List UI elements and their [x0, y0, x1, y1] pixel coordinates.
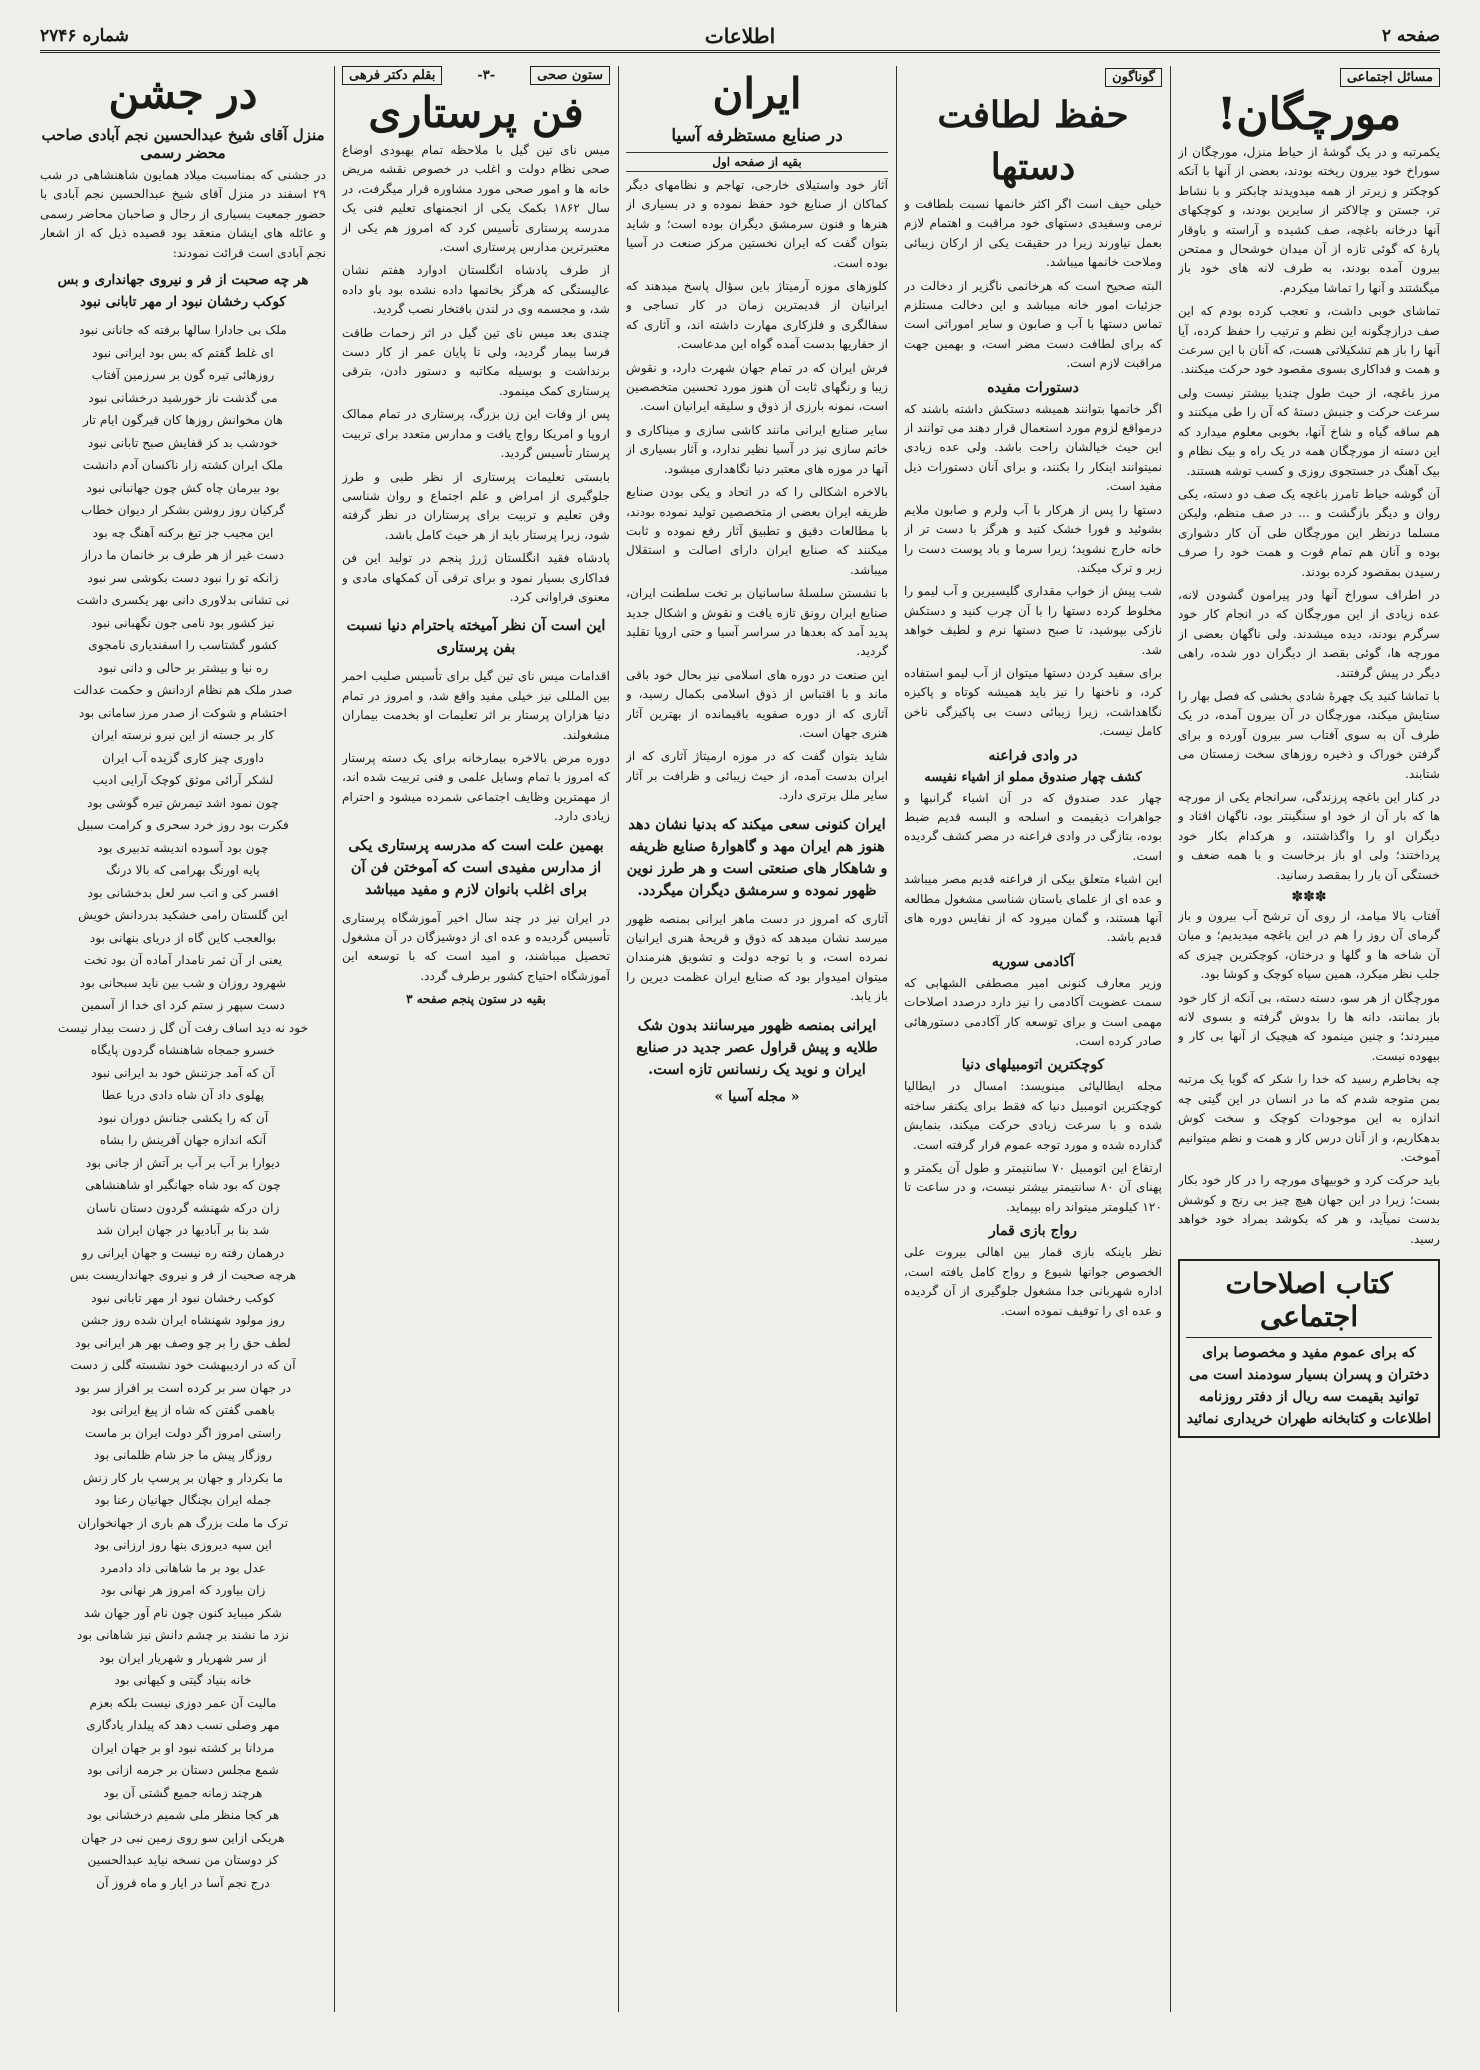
paragraph: چون نمود اشد تیمرش تیره گوشی بود	[87, 795, 279, 810]
highlight-note: بهمین علت است که مدرسه پرستاری یکی از مدارس مفیدی است که آموختن فن آن برای اغلب بانوان لازم و مفید میباشد	[348, 836, 604, 898]
page-label: صفحه ۲	[1381, 26, 1440, 46]
paragraph: راستی امروز اگر دولت ایران بر ماست	[84, 1425, 282, 1440]
article-subtitle: منزل آقای شیخ عبدالحسین نجم آبادی صاحب محضر رسمی	[41, 126, 325, 162]
paragraph: در جهان سر بر کرده است بر افراز سر بود	[74, 1380, 292, 1395]
paragraph: این سپه دیروزی بنها روز ارزانی بود	[94, 1538, 272, 1553]
paragraph: پهلوی داد آن شاه دادی دریا عطا	[101, 1088, 265, 1103]
paragraph: مرز باغچه، از حیث طول چندیا بیشتر نیست ولی سرعت حرکت و جنبش دستهٔ که آن را طی میکنند و هم ساقه گیاه و شاخ آنها، بخوبی معلوم میدارد که این دسته از مورچگان همه در یک راه و بیک نظام و بیک آهنگ در جستجوی روزی و کسب توشه هستند.	[1178, 385, 1440, 478]
column-celebration	[40, 66, 326, 2012]
paragraph: بوالعجب کاین گاه از دریای بنهانی بود	[89, 930, 277, 945]
section-tag: گوناگون	[1105, 68, 1162, 87]
author-byline: بقلم دکتر فرهی	[342, 66, 442, 85]
paragraph: مالیت آن عمر دوزی نیست بلکه بعزم	[89, 1695, 277, 1710]
paragraph: کوکب رخشان نبود ار مهر تابانی نبود	[91, 1290, 275, 1305]
paragraph: بود بیرمان چاه کش چون جهانبانی نبود	[86, 480, 280, 495]
paragraph: شکر میباید کنون چون نام آور جهان شد	[84, 1605, 282, 1620]
paragraph: روز مولود شهنشاه ایران شده روز جشن	[81, 1313, 285, 1328]
paragraph: اگر خانمها بتوانند همیشه دستکش داشته باشند که درمواقع لزوم مورد استعمال قرار دهند می توانند از این حیث خیالشان راحت باشد. ولی عده زیادی نمیتوانند اینکار را بکنند، و برای آنان دستورات ذیل مفید است.	[904, 401, 1162, 494]
subheading: کوچکترین اتومبیلهای دنیا	[961, 1057, 1105, 1074]
column-hand-care	[904, 66, 1162, 2012]
ad-body: که برای عموم مفید و مخصوصا برای دختران و پسران بسیار سودمند است می توانید بقیمت سه ریال از دفتر روزنامه اطلاعات و کتابخانه طهران خریداری نمائید	[1186, 1344, 1432, 1427]
paragraph: آثاری که امروز در دست ماهر ایرانی بمنصه ظهور میرسد نشان میدهد که ذوق و قریحهٔ هنری ایرانیان نمرده است، و با توجه دولت و تشویق هنرمندان میتوان امیدوار بود که صنایع ایران عظمت دیرین را باز یابد.	[626, 911, 888, 1004]
article-body	[342, 667, 610, 826]
continued-note: بقیه از صفحه اول	[626, 152, 888, 172]
paragraph: جمله ایران بچنگال جهانیان رعنا بود	[94, 1493, 272, 1508]
paragraph: ای غلط گفتم که بس بود ایرانی نبود	[92, 345, 274, 360]
paragraph: دستها را پس از هرکار با آب ولرم و صابون ملایم بشوئید و فورا خشک کنید و هرگز با دست تر از خانه خارج نشوید؛ زیرا سرما و باد پوست دست را زبر و ترک میکند.	[904, 502, 1162, 575]
column-iran-arts	[626, 66, 888, 2012]
paragraph: شاید بتوان گفت که در موزه ارمیتاژ آثاری که از ایران بدست آمده، از حیث زیبائی و ظرافت بر آثار سایر ملل برتری دارد.	[626, 749, 888, 803]
column-rule	[1170, 66, 1171, 2012]
article-body	[626, 176, 888, 806]
paragraph: گرکیان روز روشن بشکر ار دیوان خطاب	[81, 503, 285, 518]
paragraph: فکرت بود روز خرد سحری و کرامت سبیل	[77, 818, 289, 833]
article-body	[904, 400, 1162, 742]
book-advertisement	[1178, 1259, 1440, 1438]
section-tag: مسائل اجتماعی	[1340, 68, 1440, 87]
poem-heading: هر چه صحبت از فر و نیروی جهانداری و بس کوکب رخشان نبود ار مهر تابانی نبود	[57, 272, 309, 311]
paragraph: ارتفاع این اتومبیل ۷۰ سانتیمتر و طول آن یکمتر و پهنای آن ۸۰ سانتیمتر بیشتر نیست، و در ساعت تا ۱۲۰ کیلومتر میتواند راه بپیماید.	[904, 1161, 1162, 1214]
newspaper-page	[40, 22, 1440, 2012]
masthead	[40, 22, 1440, 53]
paragraph: عدل بود بر ما شاهانی داد دادمرد	[99, 1560, 267, 1575]
paragraph: چهار عدد صندوق که در آن اشیاء گرانبها و جواهرات ذیقیمت و اسلحه و البسه قدیم ضبط بوده، بتازگی در وادی فراعنه در مصر کشف گردیده است.	[904, 790, 1162, 863]
paragraph: این گلستان رامی خشکید بدردانش خویش	[78, 908, 288, 923]
paragraph: پس از وفات این زن بزرگ، پرستاری در تمام ممالک اروپا و امریکا رواج یافت و مدارس متعدد برای تربیت پرستار تأسیس گردید.	[342, 407, 610, 461]
article-number: -۳-	[477, 68, 496, 83]
subheading: کشف چهار صندوق مملو از اشیاء نفیسه	[924, 769, 1142, 785]
poem-body	[40, 319, 326, 1894]
article-intro: در جشنی که بمناسبت میلاد همایون شاهنشاهی در شب ۲۹ اسفند در منزل آقای شیخ عبدالحسین نجم آبادی با حضور جمعیت بسیاری از رجال و صاحبان محاضر رسمی و عائله های ایشان منعقد بود قصیده ذیل که از اشعار نجم آبادی است قرائت نمودند:	[40, 168, 326, 260]
paragraph: احتشام و شوکت از صدر مرز سامانی بود	[79, 705, 287, 720]
paragraph: روزگار پیش ما جز شام ظلمانی بود	[93, 1448, 273, 1463]
paragraph: این مجیب جز تیغ برکنه آهنگ چه بود	[92, 525, 274, 540]
paragraph: هرچه صحبت از فر و نیروی جهانداریست بس	[69, 1268, 297, 1283]
paragraph: یعنی ار آن ثمر نامدار آماده آن بود تخت	[83, 953, 283, 968]
paragraph: این صنعت در دوره های اسلامی نیز بحال خود باقی ماند و با اقتباس از ذوق اسلامی بکمال رسید، و آثاری که از دوره صفویه باقیمانده از بهترین آثار هنری جهان است.	[626, 667, 888, 740]
highlight-note: ایرانی بمنصه ظهور میرسانند بدون شک طلایه و پیش قراول عصر جدید در صنایع ایران و نوید یک رنسانس تازه است.	[636, 1016, 878, 1078]
issue-number: شماره ۲۷۴۶	[40, 26, 129, 46]
article-title: ایران	[712, 69, 802, 118]
article-body	[904, 1243, 1162, 1321]
continued-footer: بقیه در ستون پنجم صفحه ۳	[406, 992, 546, 1007]
paragraph: آثار خود واستیلای خارجی، تهاجم و نظامهای دیگر کماکان از صنایع خود حفظ نموده و در بسیاری از هنرها و فنون سرمشق دیگران بوده است؛ و شاید بتوان گفت که ایران نخستین مرکز صنعت در آسیا بوده است.	[626, 178, 888, 270]
highlight-note: ایران کنونی سعی میکند که بدنیا نشان دهد هنوز هم ایران مهد و گاهوارهٔ صنایع ظریفه و شاهکار های صنعتی است و هر طرز نوین ظهور نموده و سرمشق دیگران میگردد.	[626, 815, 888, 899]
paragraph: چندی بعد میس نای تین گیل در اثر زحمات طاقت فرسا بیمار گردید، ولی تا پایان عمر از کار دست برنداشت و بوسیله مکاتبه و دستور دادن، بترقی پرستاری کمک مینمود.	[342, 325, 610, 398]
paragraph: شمع مجلس دستان بر جرمه ازانی بود	[87, 1763, 279, 1778]
article-body	[342, 909, 610, 987]
separator-stars: ✽✽✽	[1291, 889, 1327, 906]
paragraph: یکمرتبه و در یک گوشهٔ از حیاط منزل، مورچگان از سوراخ خود بیرون ریخته بودند، بعضی از آنها با آنکه کوچکتر و زیرتر از همه میدویدند چابکتر و با نشاط تر، جستن و چالاکتر از سایرین بودند، و کوچکهای آنها درخانه باغچه، صف کشیده و آراسته و باوقار پارهٔ که گوئی تازه از آن میدان خوشحال و ممتحن بیرون آمده بودند، به طرف لانه های خود باز میگشتند و آنها را تماشا میکردم.	[1178, 145, 1440, 295]
paragraph: پادشاه فقید انگلستان ژرژ پنجم در تولید این فن فداکاری بسیار نمود و برای ترقی آن کمکهای مادی و معنوی فراوانی کرد.	[342, 551, 610, 604]
article-title: مورچگان!	[1216, 89, 1402, 140]
article-title: در جشن	[108, 69, 258, 118]
paragraph: خیلی حیف است اگر اکثر خانمها نسبت بلطافت و نرمی وسفیدی دستهای خود مراقبت و اهتمام لازم بعمل نیاورند زیرا در حقیقت یکی از ارکان زیبائی وملاحت خانمها میباشد.	[904, 197, 1162, 270]
paragraph: هریکی ازاین سو روی زمین نبی در جهان	[81, 1830, 285, 1845]
paragraph: افسر کی و انب سر لعل بدخشانی بود	[87, 885, 279, 900]
paragraph: مجله ایطالیائی مینویسد: امسال در ایطالیا کوچکترین اتومبیل دنیا که فقط برای یکنفر ساخته شده و با سرعت زیادی حرکت میکند، بنمایش گذارده شده و مورد توجه عموم قرار گرفته است.	[904, 1079, 1162, 1152]
paragraph: شد بنا بر آبادیها در جهان ایران شد	[96, 1223, 270, 1238]
paragraph: صدر ملک هم نظام ازدانش و حکمت عدالت	[73, 683, 293, 698]
paragraph: نی تشانی بدلاوری دانی بهر یکسری داشت	[76, 593, 290, 608]
paragraph: زان بیاورد که امروز هر نهانی بود	[100, 1583, 266, 1598]
article-title: فن پرستاری	[368, 88, 584, 137]
paragraph: تماشای خوبی داشت، و تعجب کرده بودم که این صف درازچگونه این نظم و ترتیب را حفظ کرده، آیا آنها را باز هم تشکیلاتی هست، که آنان با این سرعت و همت و فداکاری بسوی مقصود خود حرکت میکنند.	[1178, 304, 1440, 377]
highlight-note: این است آن نظر آمیخته باحترام دنیا نسبت بفن پرستاری	[346, 617, 606, 657]
paragraph: هر کجا منظر ملی شمیم درخشانی بود	[86, 1808, 280, 1823]
paragraph: با نشستن سلسلهٔ ساسانیان بر تخت سلطنت ایران، صنایع ایران رونق تازه یافت و نقوش و اشکال جدید پدید آمد که بعدها در سراسر آسیا و حتی اروپا تقلید گردید.	[626, 586, 888, 659]
paragraph: از سر شهریار و شهریار ایران بود	[99, 1650, 267, 1665]
paragraph: درج نجم آسا در ایار و ماه فروز آن	[96, 1875, 270, 1890]
paragraph: آن که آمد جزتنش خود بد ایرانی نبود	[91, 1065, 275, 1080]
column-rule	[334, 66, 335, 2012]
paragraph: چون که بود شاه جهانگیر او شاهنشاهی	[85, 1178, 281, 1193]
paragraph: دوره مرض بالاخره بیمارخانه برای یک دسته پرستار که امروز با تمام وسایل علمی و فنی تربیت شده اند، از مهمترین وظایف اجتماعی شمرده میشود و احترام زیادی دارد.	[342, 750, 610, 824]
paragraph: نیز کشور بود نامی جون نگهبانی نبود	[91, 615, 275, 630]
paragraph: ما بکردار و جهان بر پرسپ بار کار زنش	[82, 1470, 284, 1485]
paragraph: از طرف پادشاه انگلستان ادوارد هفتم نشان عالیستگی که هرگز بخانمها داده نشده بود باو داده شد، و مجسمه وی در لندن بافتخار نصب گردید.	[342, 263, 610, 317]
paragraph: ره نیا و بیشتر بر حالی و دانی نبود	[97, 660, 269, 675]
paragraph: پایه اورنگ بهرامی که بالا درنگ	[106, 863, 260, 878]
paragraph: درهمان رفته ره نیست و جهان ایرانی رو	[81, 1245, 285, 1260]
subheading: آکادمی سوریه	[991, 953, 1075, 970]
paragraph: زان درکه شهنشه گردون دستان ناسان	[86, 1200, 280, 1215]
article-body	[904, 195, 1162, 374]
paragraph: دیوارا بر آب بر آب بر آتش از جانی بود	[85, 1155, 281, 1170]
paragraph: این اشیاء متعلق بیکی از فراعنه قدیم مصر میباشد و عده ای از علمای باستان شناسی مشغول مطالعه آنها هستند، و گمان میرود که از نفایس دوره های قدیم باشد.	[904, 872, 1162, 945]
column-rule	[618, 66, 619, 2012]
article-body	[904, 789, 1162, 948]
paragraph: برای سفید کردن دستها میتوان از آب لیمو استفاده کرد، و ناخنها را نیز باید همیشه کوتاه و پاکیزه نگاهداشت، زیرا زیبائی دست بی پاکیزگی ناخن کامل نیست.	[904, 665, 1162, 739]
paragraph: کلوزهای موزه آرمیتاژ باین سؤال پاسخ میدهند که ایرانیان از قدیمترین زمان در کار نساجی و سفالگری و فلزکاری مهارت داشته اند، و آثاری که از حفاریها بدست آمده گواه این مدعاست.	[626, 279, 888, 352]
paragraph: سایر صنایع ایرانی مانند کاشی سازی و میناکاری و خاتم سازی نیز در آسیا نظیر ندارد، و آثار بسیاری از آنها در موزه های معتبر دنیا نگاهداری میشود.	[626, 422, 888, 476]
column-ants	[1178, 66, 1440, 2012]
paragraph: مردانا بر کشته نبود او بر جهان ایران	[91, 1740, 275, 1755]
subheading: رواج بازی قمار	[989, 1223, 1077, 1240]
paragraph: آن که را یکشی جنانش دوران نبود	[97, 1110, 269, 1125]
paragraph: آنکه اندازه جهان آفرینش را بشاه	[99, 1133, 267, 1148]
paragraph: آفتاب بالا میامد، از روی آن ترشح آب بیرون و باز گرمای آن روز را هم در این باغچه میدیدیم؛ و میان آن شاخه ها و گلها و درختان، کوچکترین چیزی که جلب نظر میکرد، همین سپاه کوچک و کوشا بود.	[1178, 909, 1440, 982]
paragraph: خودشب بد کز قفایش صبح تابانی نبود	[87, 435, 279, 450]
paragraph: با تماشا کنید یک چهرهٔ شادی بخشی که فصل بهار را ستایش میکند، مورچگان در آن بیرون آمده، در یک طرف آن به سوی آفتاب سر بیرون آورده و برای گرفتن خوراک و ذخیره روزهای سخت زمستان می شتابند.	[1178, 688, 1440, 781]
column-nursing	[342, 66, 610, 2012]
paragraph: خود نه دید اساف رفت آن گل ز دست بیدار نیست	[57, 1020, 309, 1035]
ad-title: کتاب اصلاحات اجتماعی	[1186, 1267, 1432, 1338]
paragraph: وزیر معارف کنونی امیر مصطفی الشهابی که سمت عضویت آکادمی را نیز دارد درصدد اصلاحات مهمی است و برای توسعه کار آکادمی دستورهائی صادر کرده است.	[904, 975, 1162, 1049]
article-body	[904, 1077, 1162, 1217]
article-body	[904, 974, 1162, 1052]
section-tag: ستون صحی	[530, 66, 610, 85]
paragraph: البته صحیح است که هرخانمی ناگزیر از دخالت در جزئیات امور خانه میباشد و این دخالت مستلزم تماس دستها با آب و صابون و سایر اموراتی است که برای لطافت دست مضر است، و بهمین جهت مراقبت لازم است.	[904, 278, 1162, 371]
column-rule	[896, 66, 897, 2012]
subheading: دستورات مفیده	[987, 379, 1079, 396]
paragraph: مورچگان از هر سو، دسته دسته، بی آنکه از کار خود باز بمانند، دانه ها را بدوش گرفته و بسوی لانه میبردند؛ و چنین مینمود که هیچیک از آنها بی کار و بیهوده نیست.	[1178, 990, 1440, 1063]
paragraph: مهر وصلی نسب دهد که پیلدار یادگاری	[86, 1718, 280, 1733]
paragraph: باهمی گفتن که شاه از پیغ ایرانی بود	[91, 1403, 275, 1418]
paragraph: کز دوستان من نسخه نیاید عبدالحسین	[87, 1853, 279, 1868]
paragraph: شب پیش از خواب مقداری گلیسیرین و آب لیمو را مخلوط کرده دستها را با آن چرب کنید و دستکش نازکی بپوشید، تا صبح دستها نرم و لطیف خواهد شد.	[904, 584, 1162, 657]
paragraph: نظر باینکه بازی قمار بین اهالی بیروت علی الخصوص جوانها شیوع و رواج کامل یافته است، اداره شهربانی جدا مشغول جلوگیری از آن گردیده و عده ای را توقیف نموده است.	[904, 1245, 1162, 1318]
paragraph: خانه بنیاد گیتی و کیهانی بود	[114, 1673, 252, 1688]
paragraph: آن که در اردیبهشت خود نشسته گلی ز دست	[70, 1358, 296, 1373]
paragraph: دست غیر از هر طرف بر خانمان ما دراز	[81, 548, 285, 563]
article-body	[626, 910, 888, 1007]
paragraph: هرچند زمانه جمیع گشتی آن بود	[103, 1785, 263, 1800]
paragraph: میس نای تین گیل با ملاحظه تمام بهبودی اوضاع صحی نظام دولت و اغلب در خصوص نقشه مریض خانه ها و امور صحی مورد مشاوره قرار میگرفت، در سال ۱۸۶۲ بکمک یکی از انجمنهای تعلیم فنی یک مدرسه پرستاری تأسیس کرد که امروز هم یکی از معتبرترین مدارس پرستاری است.	[342, 143, 610, 255]
article-body	[342, 141, 610, 607]
paragraph: کشور گشتاسب را اسفندیاری نامجوی	[88, 638, 278, 653]
paragraph: ملک بی جادارا سالها برفته که جانانی نبود	[79, 323, 287, 338]
paragraph: بالاخره اشکالی را که در اتحاد و یکی بودن صنایع ظریفه ایران بعضی از متخصصین تولید نموده بودند، با مطالعات دقیق و تطبیق آثار رفع نموده و ثابت میکنند که صنایع ایران دارای اصالت و استقلال میباشد.	[626, 485, 888, 577]
source-signature: « مجله آسیا »	[714, 1088, 800, 1105]
article-title: حفظ لطافت دستها	[937, 94, 1129, 188]
article-body-continued	[1178, 907, 1440, 1249]
paragraph: لطف حق را بر چو وصف بهر هر ایرانی بود	[75, 1335, 291, 1350]
paragraph: شهرود روزان و شب بین ناید سبحانی بود	[79, 975, 287, 990]
paragraph: آن گوشه حیاط تامرز باغچه یک صف دو دسته، یکی روان و دیگر بازگشت و ... در صف منظم، ولیکن مسلما درنظر این مورچگان طی آن کار دشواری بوده و آنان هم تمام قوت و همت خود را صرف رسیدن بمقصود کرده بودند.	[1178, 486, 1440, 579]
paragraph: اقدامات میس نای تین گیل برای تأسیس صلیب احمر بین المللی نیز خیلی مفید واقع شد، و امروز در تمام دنیا هزاران پرستار بر اثر تعلیمات او بخدمت بیماران مشغولند.	[342, 669, 610, 742]
paragraph: ترک ما ملت بزرگ هم باری از جهانخواران	[77, 1515, 289, 1530]
paragraph: در کنار این باغچه پرزندگی، سرانجام یکی از مورچه ها که بار آن از خود او سنگینتر بود، ناگهان افتاد و دیگران او را واگذاشتند، و هرکدام بکار خود پرداختند؛ ولی او باز برخاست و با همه ضعف و خستگی آن بار را بمقصد رسانید.	[1178, 790, 1440, 882]
paper-name: اطلاعات	[704, 24, 776, 48]
paragraph: داوری چیز کاری گزیده آب ایران	[102, 750, 264, 765]
paragraph: لشکر آرائی موثق کوچک آرایی ادیب	[92, 773, 274, 788]
paragraph: نزد ما نشند بر چشم دانش نیز شاهانی بود	[76, 1628, 290, 1643]
paragraph: ملک ایران کشته زار ناکسان آدم دانشت	[82, 458, 284, 473]
article-subtitle: در صنایع مستظرفه آسیا	[671, 126, 843, 146]
paragraph: می گذشت ناز خورشید درخشانی نبود	[88, 390, 278, 405]
paragraph: چون بود آسوده اندیشه تدبیری بود	[97, 840, 269, 855]
paragraph: زانکه تو را نبود دست بکوشی سر نبود	[87, 570, 279, 585]
paragraph: خسرو جمجاه شاهنشاه گردون پایگاه	[90, 1043, 276, 1058]
paragraph: در اطراف سوراخ آنها ودر پیرامون گشودن لانه، عده زیادی از این مورچگان که در انجام کار خود سرگرم بودند، دیده میشدند. ولی ناگهان بعضی از مورچه ها، گوئی بقصد از دیگران دور شده، راهی دیگر در پیش گرفتند.	[1178, 587, 1440, 680]
paragraph: کار بر جسته از این نیرو نرسته ایران	[91, 728, 275, 743]
paragraph: روزهائی تیره گون بر سرزمین آفتاب	[91, 368, 275, 383]
subheading: در وادی فراعنه	[988, 747, 1078, 764]
paragraph: فرش ایران که در تمام جهان شهرت دارد، و نقوش زیبا و رنگهای ثابت آن هنوز مورد تحسین متخصصین است، نمونه بارزی از ذوق و سلیقه ایرانیان است.	[626, 360, 888, 414]
paragraph: بابستی تعلیمات پرستاری از نظر طبی و طرز جلوگیری از امراض و علم اجتماع و روان شناسی وفن تعلیم و تربیت برای پرستاران در نظر گرفته شود، زیرا پرستار باید از هر حیث کامل باشد.	[342, 469, 610, 542]
paragraph: دست سپهر ز ستم کرد ای خدا از آسمین	[81, 998, 285, 1013]
paragraph: باید حرکت کرد و خوبیهای مورچه را در کار خود بکار بست؛ زیرا در این جهان هیچ چیز بی رنج و کوشش بدست نمیآید، و هر که بکوشد بمراد خود خواهد رسید.	[1178, 1173, 1440, 1246]
paragraph: چه بخاطرم رسید که خدا را شکر که گویا یک مرتبه بمن متوجه شدم که ما در انسان در این گیتی چه اندازه به این موجودات کوچک و سخت کوش بدهکاریم، و از آنان درس کار و همت و نظم میتوانیم آموخت.	[1178, 1072, 1440, 1164]
paragraph: در ایران نیز در چند سال اخیر آموزشگاه پرستاری تأسیس گردیده و عده ای از دوشیزگان در آن مشغول تحصیل میباشند، و امید است که با توسعه این آموزشگاه احتیاج کشور برطرف گردد.	[342, 910, 610, 983]
article-body	[1178, 143, 1440, 885]
paragraph: هان مخوانش روزها کان قیرگون ایام تار	[83, 413, 283, 428]
